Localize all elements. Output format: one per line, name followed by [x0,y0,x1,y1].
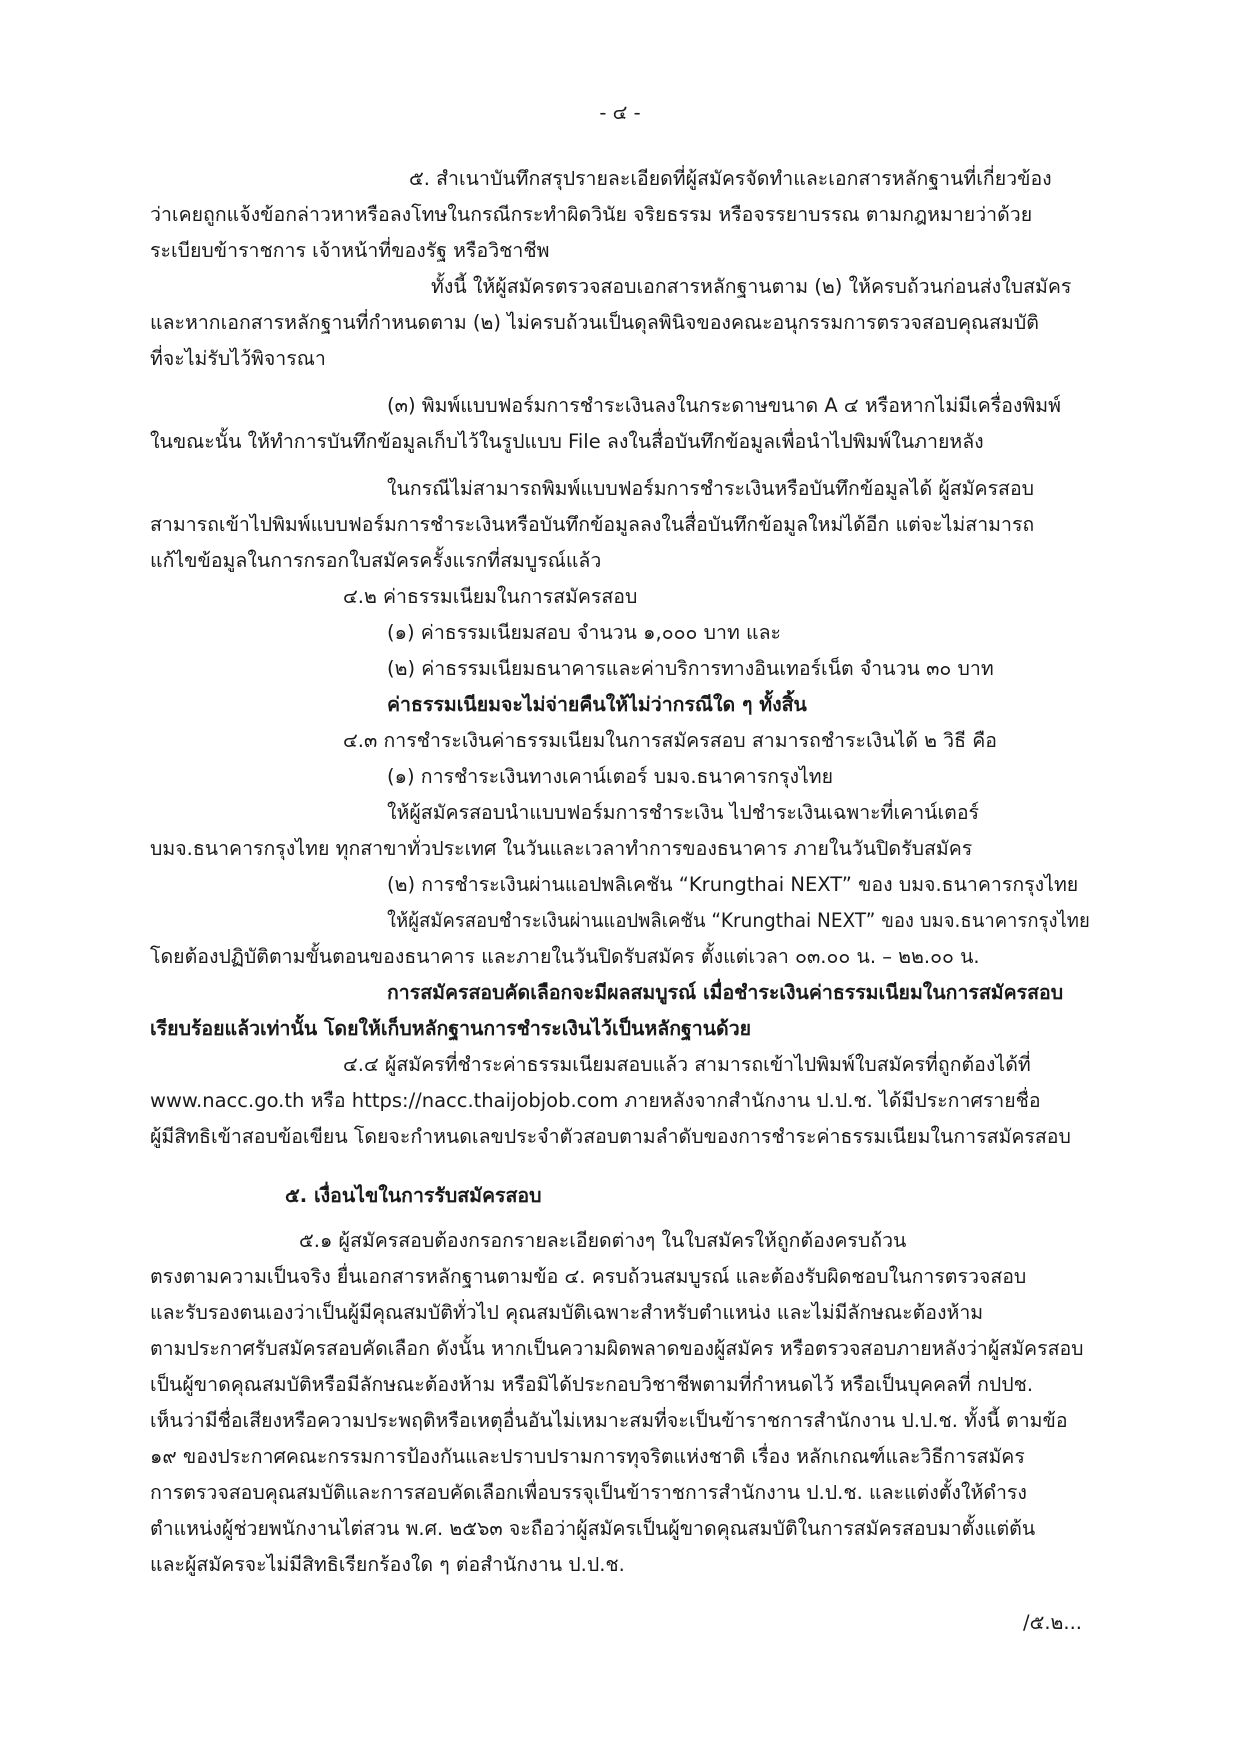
text-line: (๒) ค่าธรรมเนียมธนาคารและค่าบริการทางอินเทอร์เน็ต จำนวน ๓๐ บาท [387,657,994,680]
text-line: ในกรณีไม่สามารถพิมพ์แบบฟอร์มการชำระเงินหรือบันทึกข้อมูลได้ ผู้สมัครสอบ [387,477,1035,500]
text-line: ในขณะนั้น ให้ทำการบันทึกข้อมูลเก็บไว้ในรูปแบบ File ลงในสื่อบันทึกข้อมูลเพื่อนำไปพิมพ์ในภายหลัง [150,430,984,453]
text-line: ตามประกาศรับสมัครสอบคัดเลือก ดังนั้น หากเป็นความผิดพลาดของผู้สมัคร หรือตรวจสอบภายหลังว่าผู้สมัครสอบ [150,1337,1084,1360]
text-line: ๔.๔ ผู้สมัครที่ชำระค่าธรรมเนียมสอบแล้ว สามารถเข้าไปพิมพ์ใบสมัครที่ถูกต้องได้ที่ [343,1053,1031,1076]
text-line-bold: เรียบร้อยแล้วเท่านั้น โดยให้เก็บหลักฐานการชำระเงินไว้เป็นหลักฐานด้วย [150,1017,752,1040]
text-line: เป็นผู้ขาดคุณสมบัติหรือมีลักษณะต้องห้าม หรือมิได้ประกอบวิชาชีพตามที่กำหนดไว้ หรือเป็นบุคคลที่ กปปช. [150,1373,1034,1396]
continuation-marker: /๕.๒... [1023,1611,1082,1634]
text-line: การตรวจสอบคุณสมบัติและการสอบคัดเลือกเพื่อบรรจุเป็นข้าราชการสำนักงาน ป.ป.ช. และแต่งตั้งให้ดำรง [150,1481,1027,1504]
text-line: (๒) การชำระเงินผ่านแอปพลิเคชัน “Krungthai NEXT” ของ บมจ.ธนาคารกรุงไทย [387,873,1079,896]
text-line: ๔.๓ การชำระเงินค่าธรรมเนียมในการสมัครสอบ สามารถชำระเงินได้ ๒ วิธี คือ [343,729,997,752]
text-line: และผู้สมัครจะไม่มีสิทธิเรียกร้องใด ๆ ต่อสำนักงาน ป.ป.ช. [150,1553,625,1576]
text-line: และหากเอกสารหลักฐานที่กำหนดตาม (๒) ไม่ครบถ้วนเป็นดุลพินิจของคณะอนุกรรมการตรวจสอบคุณสมบัติ [150,311,1039,334]
text-line: ผู้มีสิทธิเข้าสอบข้อเขียน โดยจะกำหนดเลขประจำตัวสอบตามลำดับของการชำระค่าธรรมเนียมในการสมัครสอบ [150,1125,1071,1148]
text-line: ว่าเคยถูกแจ้งข้อกล่าวหาหรือลงโทษในกรณีกระทำผิดวินัย จริยธรรม หรือจรรยาบรรณ ตามกฎหมายว่าด้วย [150,203,1033,226]
text-line: แก้ไขข้อมูลในการกรอกใบสมัครครั้งแรกที่สมบูรณ์แล้ว [150,549,602,572]
text-line: ๑๙ ของประกาศคณะกรรมการป้องกันและปราบปรามการทุจริตแห่งชาติ เรื่อง หลักเกณฑ์และวิธีการสมัคร [150,1445,1025,1468]
text-line-bold: การสมัครสอบคัดเลือกจะมีผลสมบูรณ์ เมื่อชำระเงินค่าธรรมเนียมในการสมัครสอบ [387,981,1064,1004]
text-line: (๑) ค่าธรรมเนียมสอบ จำนวน ๑,๐๐๐ บาท และ [387,621,781,644]
text-line: สามารถเข้าไปพิมพ์แบบฟอร์มการชำระเงินหรือบันทึกข้อมูลลงในสื่อบันทึกข้อมูลใหม่ได้อีก แต่จะไม่สามารถ [150,513,1035,536]
page-number: - ๔ - [599,101,641,124]
text-line: ตรงตามความเป็นจริง ยื่นเอกสารหลักฐานตามข้อ ๔. ครบถ้วนสมบูรณ์ และต้องรับผิดชอบในการตรวจสอบ [150,1265,1027,1288]
text-line: และรับรองตนเองว่าเป็นผู้มีคุณสมบัติทั่วไป คุณสมบัติเฉพาะสำหรับตำแหน่ง และไม่มีลักษณะต้องห้าม [150,1301,984,1324]
text-line: ให้ผู้สมัครสอบชำระเงินผ่านแอปพลิเคชัน “Krungthai NEXT” ของ บมจ.ธนาคารกรุงไทย [387,909,1090,932]
text-line: (๓) พิมพ์แบบฟอร์มการชำระเงินลงในกระดาษขนาด A ๔ หรือหากไม่มีเครื่องพิมพ์ [387,394,1062,417]
text-line: ๕. สำเนาบันทึกสรุปรายละเอียดที่ผู้สมัครจัดทำและเอกสารหลักฐานที่เกี่ยวข้อง [409,167,1052,190]
text-line: (๑) การชำระเงินทางเคาน์เตอร์ บมจ.ธนาคารกรุงไทย [387,765,834,788]
text-line: บมจ.ธนาคารกรุงไทย ทุกสาขาทั่วประเทศ ในวันและเวลาทำการของธนาคาร ภายในวันปิดรับสมัคร [150,837,973,860]
text-line: โดยต้องปฏิบัติตามขั้นตอนของธนาคาร และภายในวันปิดรับสมัคร ตั้งแต่เวลา ๐๓.๐๐ น. – ๒๒.๐๐ น. [150,945,980,968]
text-line-bold: ค่าธรรมเนียมจะไม่จ่ายคืนให้ไม่ว่ากรณีใด ๆ ทั้งสิ้น [387,693,807,716]
text-line: ตำแหน่งผู้ช่วยพนักงานไต่สวน พ.ศ. ๒๕๖๓ จะถือว่าผู้สมัครเป็นผู้ขาดคุณสมบัติในการสมัครสอบมาตั้งแต่ต้น [150,1517,1036,1540]
text-line: ให้ผู้สมัครสอบนำแบบฟอร์มการชำระเงิน ไปชำระเงินเฉพาะที่เคาน์เตอร์ [387,801,980,824]
text-line: ๕.๑ ผู้สมัครสอบต้องกรอกรายละเอียดต่างๆ ในใบสมัครให้ถูกต้องครบถ้วน [299,1229,907,1252]
text-line: ๔.๒ ค่าธรรมเนียมในการสมัครสอบ [343,585,638,608]
section-heading: ๕. เงื่อนไขในการรับสมัครสอบ [285,1184,542,1207]
text-line: www.nacc.go.th หรือ https://nacc.thaijobjob.com ภายหลังจากสำนักงาน ป.ป.ช. ได้มีประกาศรายชื่อ [150,1089,1041,1112]
text-line: ระเบียบข้าราชการ เจ้าหน้าที่ของรัฐ หรือวิชาชีพ [150,239,550,262]
text-line: เห็นว่ามีชื่อเสียงหรือความประพฤติหรือเหตุอื่นอันไม่เหมาะสมที่จะเป็นข้าราชการสำนักงาน ป.ป.ช. ทั้งนี้ ตามข้อ [150,1409,1068,1432]
text-line: ทั้งนี้ ให้ผู้สมัครตรวจสอบเอกสารหลักฐานตาม (๒) ให้ครบถ้วนก่อนส่งใบสมัคร [431,275,1072,298]
text-line: ที่จะไม่รับไว้พิจารณา [150,347,326,370]
